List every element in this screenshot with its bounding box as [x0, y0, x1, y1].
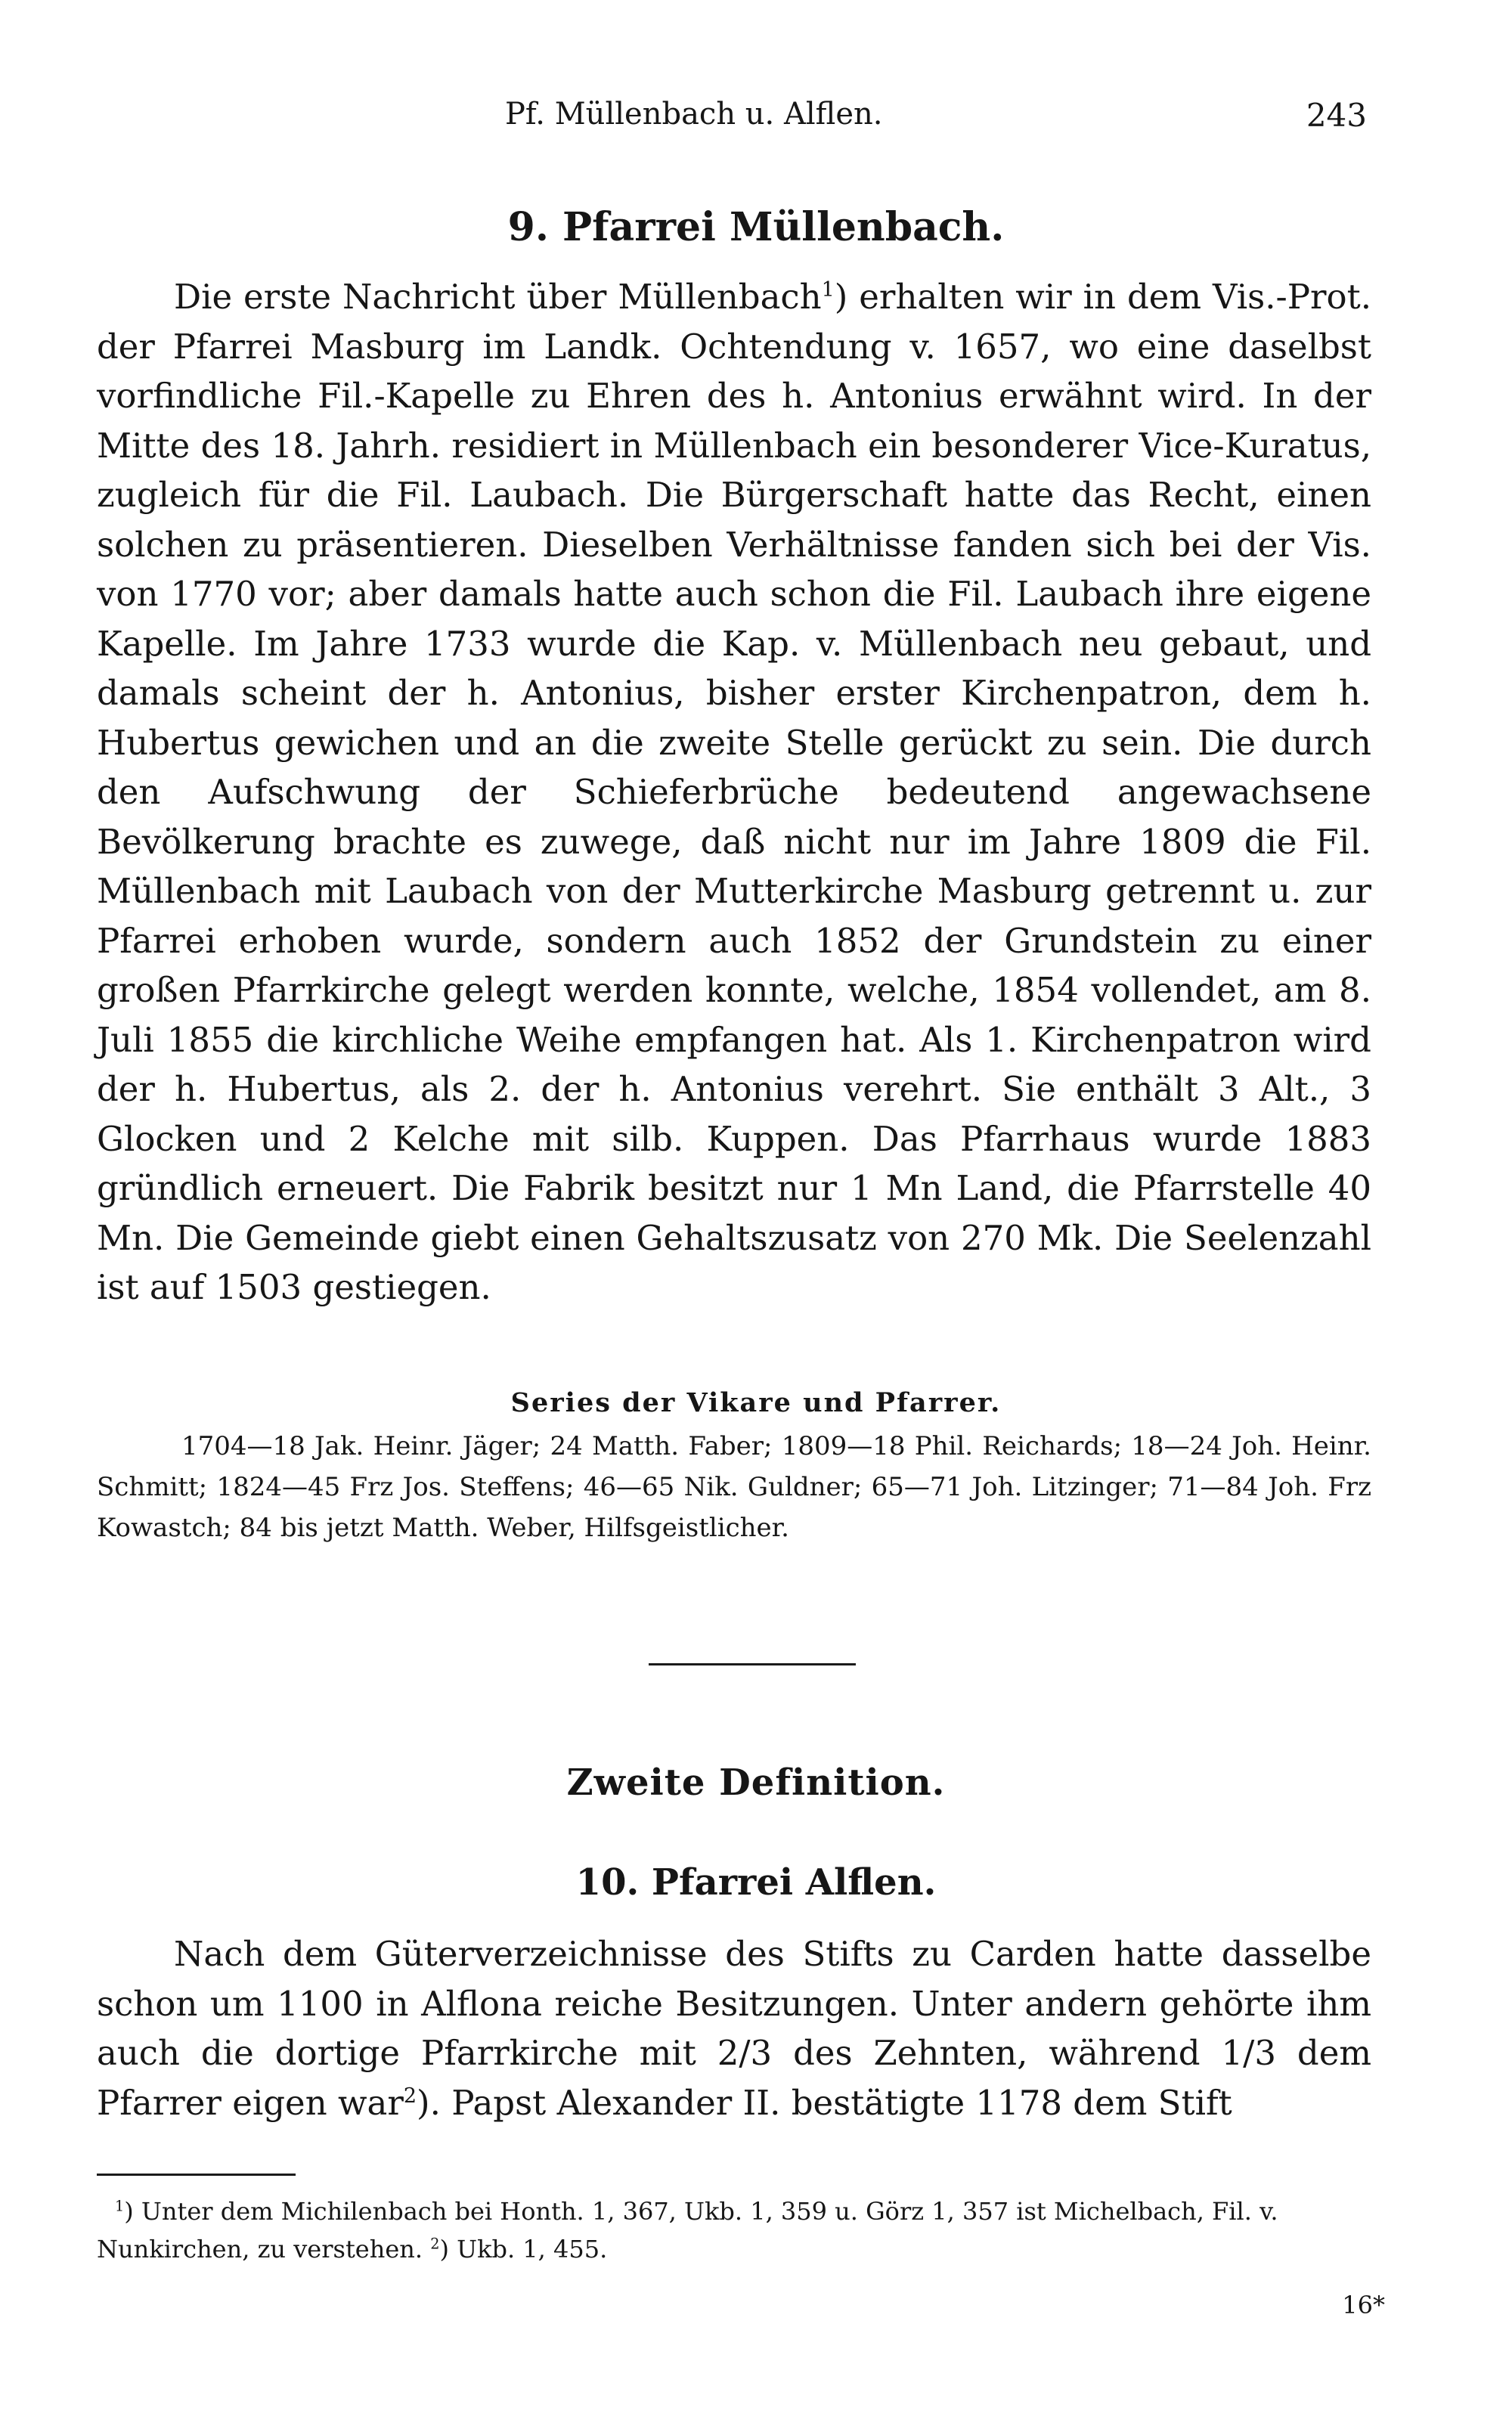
footnote-ref-1: 1: [821, 278, 835, 302]
footnote-ref-2: 2: [403, 2084, 417, 2108]
fraction-two-thirds: 2/3: [717, 2033, 773, 2073]
definition-title: Zweite Definition.: [566, 1761, 946, 1804]
footnote-rule: [97, 2174, 296, 2176]
fraction-one-third: 1/3: [1221, 2033, 1276, 2073]
footnote-1-text: ) Unter dem Michilenbach bei Honth. 1, 367, Ukb. 1, 359 u. Görz 1, 357 ist Michelbach, Fil. v. Nunkirchen, zu verstehen.: [97, 2197, 1278, 2263]
paragraph-alflen-part-b: des Zehnten, während: [793, 2033, 1201, 2073]
paragraph-muellenbach-part-b: ) erhalten wir in dem Vis.-Prot. der Pfarrei Masburg im Landk. Ochtendung v. 1657, wo eine daselbst vorfindliche Fil.-Kapelle zu Ehren des h. Antonius erwähnt wird. In der Mitte des 18. Jahrh. residiert in Müllenbach ein besonderer Vice-Kuratus, zugleich für die Fil. Laubach. Die Bürgerschaft hatte das Recht, einen solchen zu präsentieren. Dieselben Verhältnisse fanden sich bei der Vis. von 1770 vor; aber damals hatte auch schon die Fil. Laubach ihre eigene Kapelle. Im Jahre 1733 wurde die Kap. v. Müllenbach neu gebaut, und damals scheint der h. Antonius, bisher erster Kirchenpatron, dem h. Hubertus gewichen und an die zweite Stelle gerückt zu sein. Die durch den Aufschwung der Schieferbrüche bedeutend angewachsene Bevölkerung brachte es zuwege, daß nicht nur im Jahre 1809 die Fil. Müllenbach mit Laubach von der Mutterkirche Masburg getrennt u. zur Pfarrei erhoben wurde, sondern auch 1852 der Grundstein zu einer großen Pfarrkirche gelegt werden konnte, welche, 1854 vollendet, am 8. Juli 1855 die kirchliche Weihe empfangen hat. Als 1. Kirchenpatron wird der h. Hubertus, als 2. der h. Antonius verehrt. Sie enthält 3 Alt., 3 Glocken und 2 Kelche mit silb. Kuppen. Das Pfarrhaus wurde 1883 gründlich erneuert. Die Fabrik besitzt nur 1 Mn Land, die Pfarrstelle 40 Mn. Die Gemeinde giebt einen Gehaltszusatz von 270 Mk. Die Seelenzahl ist auf 1503 gestiegen.: [97, 277, 1371, 1307]
signature-mark: 16*: [1342, 2291, 1385, 2319]
running-title: Pf. Müllenbach u. Alflen.: [505, 97, 883, 132]
footnote-2-text: ) Ukb. 1, 455.: [439, 2235, 608, 2263]
running-head: [97, 97, 1367, 142]
page-number: 243: [1306, 97, 1367, 134]
footnotes: [97, 2192, 1371, 2268]
paragraph-muellenbach-part-a: Die erste Nachricht über Müllenbach: [174, 277, 822, 317]
paragraph-alflen-part-d: ). Papst Alexander II. bestätigte 1178 dem Stift: [417, 2082, 1232, 2123]
section-divider: [649, 1663, 856, 1665]
paragraph-alflen: [97, 1929, 1371, 2127]
footnote-2-mark: 2: [430, 2235, 440, 2253]
section-title-muellenbach: 9. Pfarrei Müllenbach.: [507, 204, 1005, 250]
paragraph-muellenbach: [97, 272, 1371, 1312]
series-title: Series der Vikare und Pfarrer.: [510, 1387, 1002, 1418]
series-list: 1704—18 Jak. Heinr. Jäger; 24 Matth. Faber; 1809—18 Phil. Reichards; 18—24 Joh. Heinr. Schmitt; 1824—45 Frz Jos. Steffens; 46—65 Nik. Guldner; 65—71 Joh. Litzinger; 71—84 Joh. Frz Kowastch; 84 bis jetzt Matth. Weber, Hilfsgeistlicher.: [97, 1431, 1371, 1543]
footnote-1-mark: 1: [115, 2197, 125, 2215]
section-title-alflen: 10. Pfarrei Alflen.: [575, 1861, 937, 1904]
paragraph-alflen-part-a: Nach dem Güterverzeichnisse des Stifts zu Carden hatte dasselbe schon um 1100 in Alflona reiche Besitzungen. Unter andern gehörte ihm auch die dortige Pfarrkirche mit: [97, 1934, 1371, 2073]
paragraph-alflen-part-c: dem Pfarrer eigen war: [97, 2033, 1371, 2123]
